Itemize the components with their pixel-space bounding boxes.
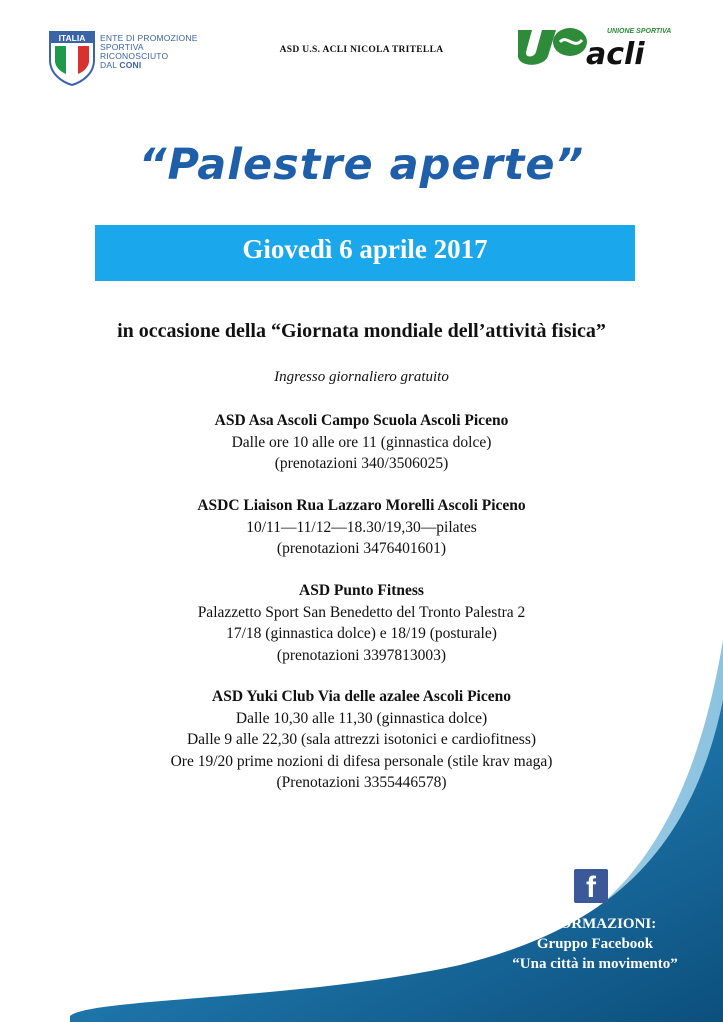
venue-block (0, 580, 723, 666)
info-group-name: “Una città in movimento” (512, 956, 678, 972)
venue-name: ASD Yuki Club Via delle azalee Ascoli Piceno (212, 688, 511, 705)
venue-name: ASD Punto Fitness (299, 582, 424, 599)
venue-line: 17/18 (ginnastica dolce) e 18/19 (posturale) (226, 625, 497, 642)
info-group: Gruppo Facebook (536, 936, 654, 952)
info-title: INFORMAZIONI: (533, 916, 657, 932)
facebook-icon[interactable]: f (574, 869, 608, 903)
coni-badge-text: ITALIA (58, 33, 86, 43)
coni-dal: DAL (100, 60, 117, 70)
venue-name: ASD Asa Ascoli Campo Scuola Ascoli Piceno (214, 412, 509, 429)
coni-line: ENTE DI PROMOZIONE (100, 33, 198, 43)
venue-line: (prenotazioni 3397813003) (276, 646, 447, 664)
occasion-text: in occasione della “Giornata mondiale dell’attività fisica” (117, 320, 606, 342)
logo-top-text: UNIONE SPORTIVA (607, 28, 672, 35)
info-box (480, 914, 710, 974)
venue-line: Dalle ore 10 alle ore 11 (ginnastica dolce) (231, 433, 492, 451)
event-date: Giovedì 6 aprile 2017 (242, 234, 488, 264)
venue-line: (prenotazioni 340/3506025) (274, 455, 449, 472)
venue-block (0, 686, 723, 794)
venue-line: Dalle 9 alle 22,30 (sala attrezzi isotonici e cardiofitness) (186, 731, 537, 748)
page-title: “Palestre aperte” (138, 140, 585, 190)
coni-line: RICONOSCIUTO (100, 51, 169, 61)
italy-shield-icon (48, 30, 96, 86)
venue-block (0, 410, 723, 475)
venue-line: Palazzetto Sport San Benedetto del Tronto Palestra 2 (197, 603, 526, 621)
coni-logo (48, 30, 198, 86)
coni-line: SPORTIVA (100, 42, 144, 52)
venue-line: (prenotazioni 3476401601) (276, 540, 447, 557)
coni-line (100, 61, 198, 70)
entry-note: Ingresso giornaliero gratuito (274, 369, 449, 385)
venue-name: ASDC Liaison Rua Lazzaro Morelli Ascoli Piceno (197, 497, 526, 514)
us-acli-logo (512, 22, 672, 72)
venue-line: Dalle 10,30 alle 11,30 (ginnastica dolce) (235, 709, 488, 727)
venue-line: Ore 19/20 prime nozioni di difesa personale (stile krav maga) (170, 752, 553, 770)
date-banner (95, 225, 635, 281)
logo-acli-text: acli (586, 37, 645, 72)
coni-name: CONI (119, 60, 142, 70)
venue-line: 10/11—11/12—18.30/19,30—pilates (246, 518, 477, 536)
venue-block (0, 495, 723, 560)
venue-line: (Prenotazioni 3355446578) (276, 774, 447, 791)
organization-name: ASD U.S. ACLI NICOLA TRITELLA (279, 45, 444, 55)
